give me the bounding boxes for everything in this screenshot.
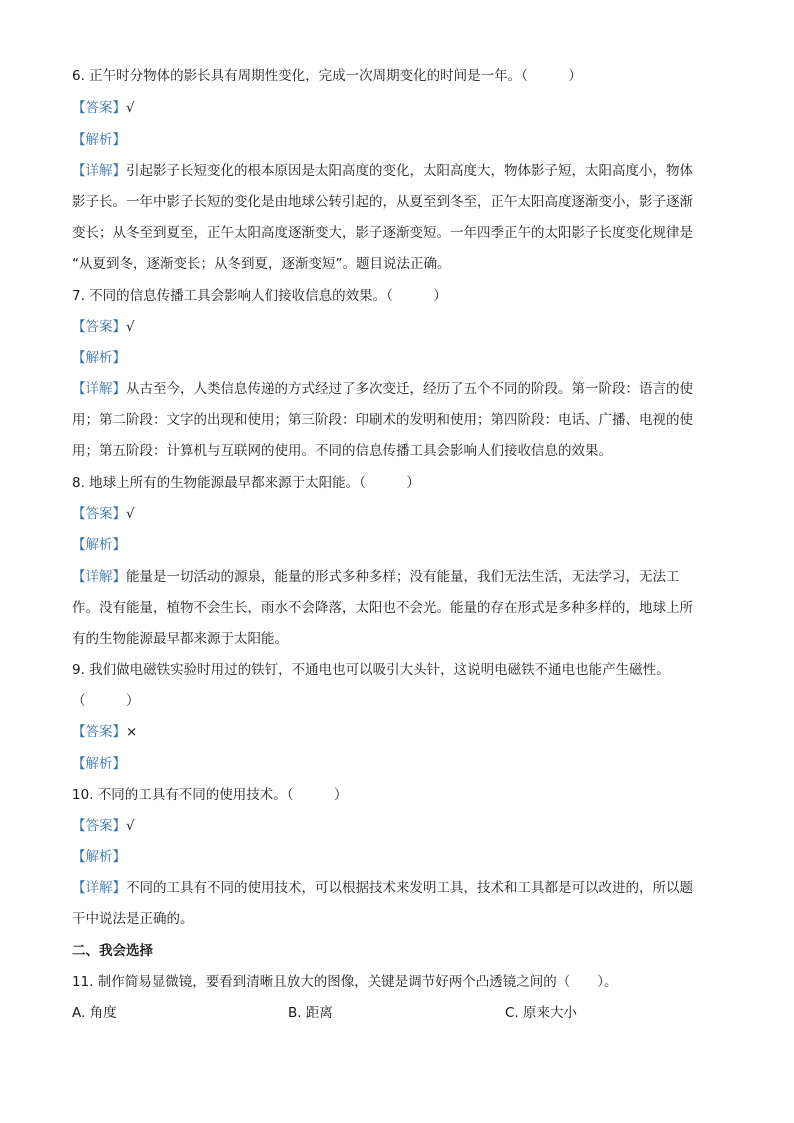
detail-tag: 【详解】 xyxy=(72,880,126,896)
q11-question: 11. 制作简易显微镜，要看到清晰且放大的图像，关键是调节好两个凸透镜之间的（ ）。 xyxy=(72,974,618,990)
q8-detail-line-2: 作。没有能量，植物不会生长，雨水不会降落，太阳也不会光。能量的存在形式是多种多样的，地球上所 xyxy=(72,600,693,616)
answer-mark: √ xyxy=(126,818,135,834)
answer-mark: √ xyxy=(126,100,135,116)
q8-answer-row xyxy=(72,505,722,523)
answer-mark: √ xyxy=(126,319,135,335)
q10-question: 10. 不同的工具有不同的使用技术。（ ） xyxy=(72,787,348,803)
answer-tag: 【答案】 xyxy=(72,100,126,116)
q6-question: 6. 正午时分物体的影长具有周期性变化，完成一次周期变化的时间是一年。（ ） xyxy=(72,68,582,84)
detail-tag: 【详解】 xyxy=(72,569,126,585)
answer-tag: 【答案】 xyxy=(72,319,126,335)
q7-detail-line-2: 用；第二阶段：文字的出现和使用；第三阶段：印刷术的发明和使用；第四阶段：电话、广播、电视的使 xyxy=(72,412,693,428)
detail-tag: 【详解】 xyxy=(72,381,126,397)
q9-analysis-tag: 【解析】 xyxy=(72,756,126,772)
q7-detail-line-3: 用；第五阶段：计算机与互联网的使用。不同的信息传播工具会影响人们接收信息的效果。 xyxy=(72,443,612,459)
q9-answer-row xyxy=(72,723,722,741)
answer-mark: √ xyxy=(126,506,135,522)
q8-detail-line-3: 有的生物能源最早都来源于太阳能。 xyxy=(72,631,288,647)
answer-tag: 【答案】 xyxy=(72,818,126,834)
detail-text: 引起影子长短变化的根本原因是太阳高度的变化，太阳高度大，物体影子短，太阳高度小，物体 xyxy=(126,163,693,179)
q11-option-c: C. 原来大小 xyxy=(505,1005,578,1021)
detail-tag: 【详解】 xyxy=(72,163,126,179)
q7-detail-line-1 xyxy=(72,380,722,398)
q6-detail-line-4: “从夏到冬，逐渐变长；从冬到夏，逐渐变短”。题目说法正确。 xyxy=(72,256,451,272)
answer-tag: 【答案】 xyxy=(72,506,126,522)
q10-answer-row xyxy=(72,817,722,835)
q10-analysis-tag: 【解析】 xyxy=(72,849,126,865)
q9-question-line-1: 9. 我们做电磁铁实验时用过的铁钉，不通电也可以吸引大头针，这说明电磁铁不通电也能产生磁性。 xyxy=(72,662,670,678)
section-title: 二、我会选择 xyxy=(72,943,153,959)
q10-detail-line-2: 干中说法是正确的。 xyxy=(72,911,194,927)
q9-question-line-2: （ ） xyxy=(72,693,140,709)
q6-detail-line-2: 影子长。一年中影子长短的变化是由地球公转引起的，从夏至到冬至，正午太阳高度逐渐变小，影子逐渐 xyxy=(72,194,693,210)
q7-answer-row xyxy=(72,318,722,336)
detail-text: 能量是一切活动的源泉，能量的形式多种多样；没有能量，我们无法生活，无法学习，无法工 xyxy=(126,569,680,585)
q6-detail-line-1 xyxy=(72,162,722,180)
q10-detail-line-1 xyxy=(72,879,722,897)
q7-question: 7. 不同的信息传播工具会影响人们接收信息的效果。（ ） xyxy=(72,288,447,304)
q11-option-b: B. 距离 xyxy=(288,1005,333,1021)
q8-question: 8. 地球上所有的生物能源最早都来源于太阳能。（ ） xyxy=(72,475,420,491)
q11-option-a: A. 角度 xyxy=(72,1005,117,1021)
detail-text: 不同的工具有不同的使用技术，可以根据技术来发明工具，技术和工具都是可以改进的，所以题 xyxy=(126,880,693,896)
q6-detail-line-3: 变长；从冬至到夏至，正午太阳高度逐渐变大，影子逐渐变短。一年四季正午的太阳影子长度变化规律是 xyxy=(72,225,693,241)
q6-analysis-tag: 【解析】 xyxy=(72,132,126,148)
answer-mark: × xyxy=(126,724,138,740)
q8-analysis-tag: 【解析】 xyxy=(72,537,126,553)
q6-answer-row xyxy=(72,99,722,117)
detail-text: 从古至今，人类信息传递的方式经过了多次变迁，经历了五个不同的阶段。第一阶段：语言的使 xyxy=(126,381,693,397)
answer-tag: 【答案】 xyxy=(72,724,126,740)
q7-analysis-tag: 【解析】 xyxy=(72,350,126,366)
q8-detail-line-1 xyxy=(72,568,722,586)
